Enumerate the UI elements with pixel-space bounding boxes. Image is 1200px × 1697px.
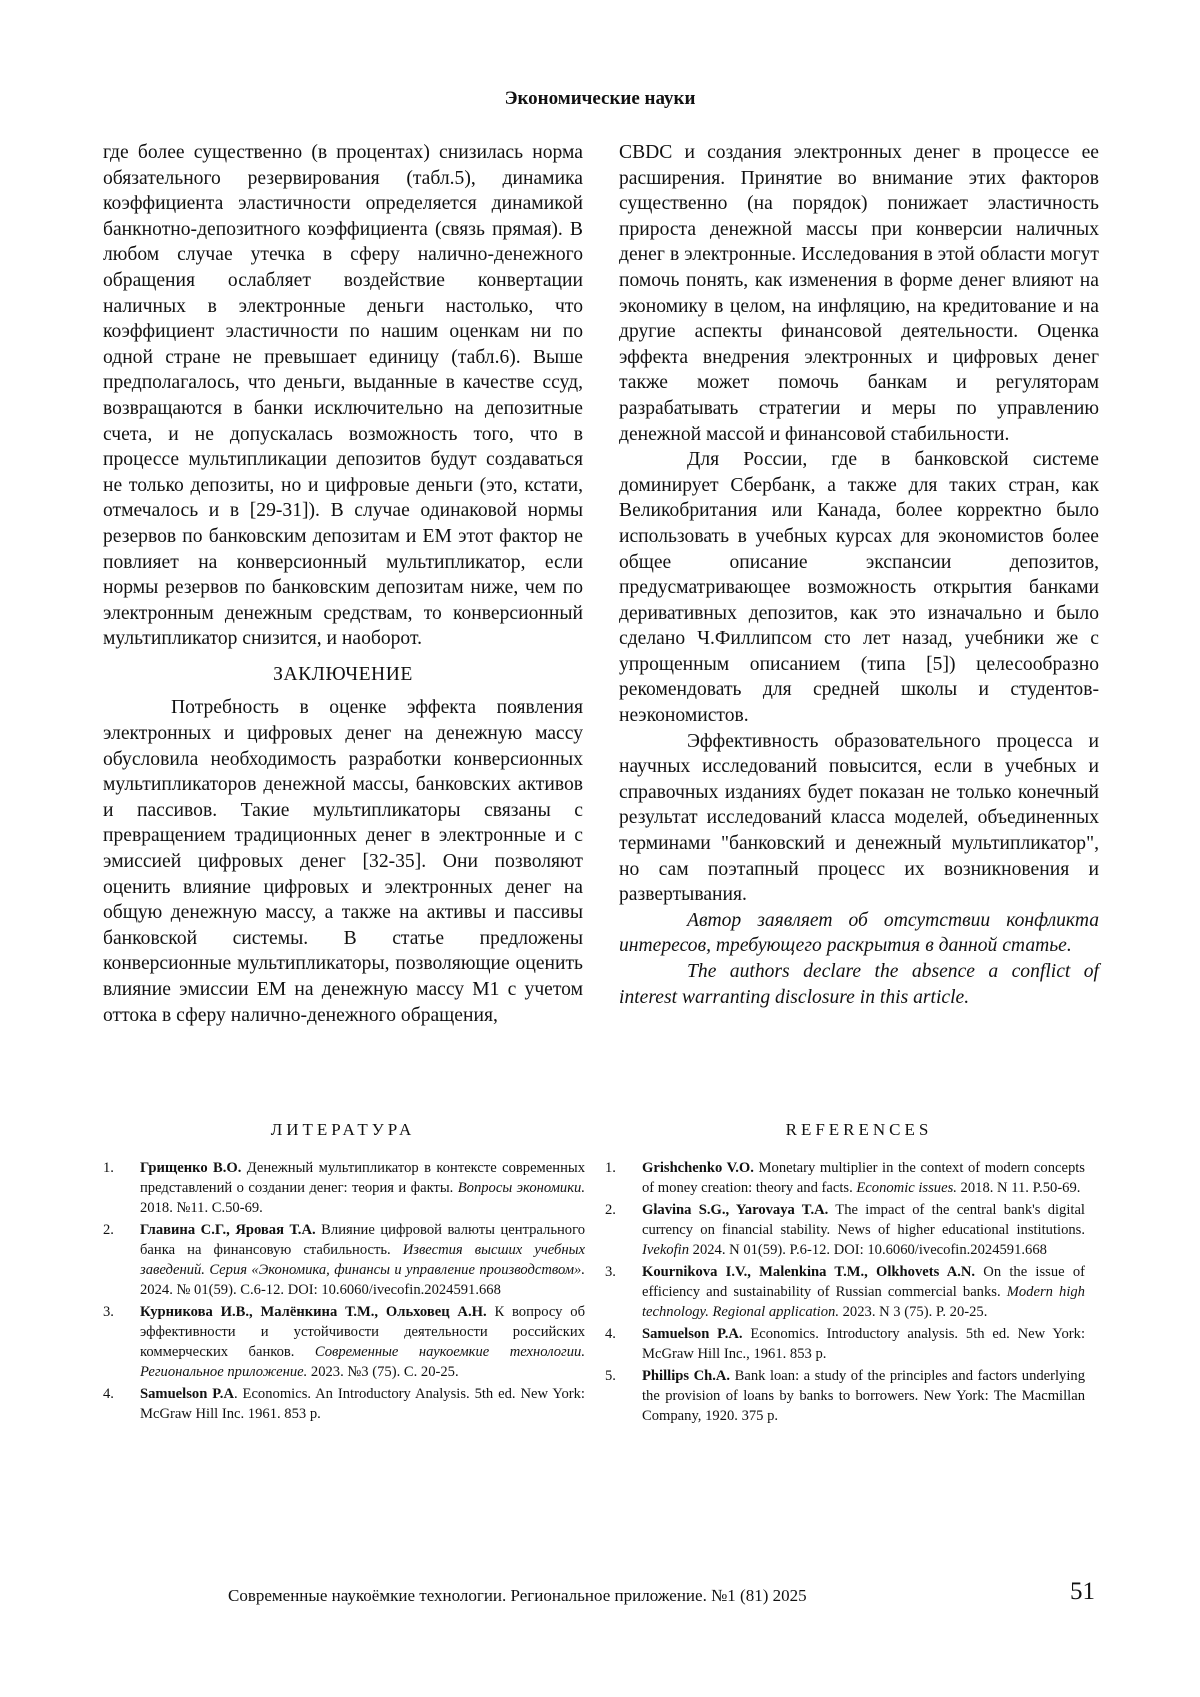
- references-heading: REFERENCES: [785, 1120, 933, 1139]
- body-paragraph: CBDC и создания электронных денег в процессе ее расширения. Принятие во внимание этих факторов существенно (на порядок) понижает эластичность прироста денежной массы при конверсии наличных денег в электронные. Исследования в этой области могут помочь понять, как изменения в форме денег влияют на экономику в целом, на инфляцию, на кредитование и на другие аспекты финансовой деятельности. Оценка эффекта внедрения электронных и цифровых денег также может помочь банкам и регуляторам разрабатывать стратегии и меры по управлению денежной массой и финансовой стабильности.: [619, 142, 1099, 445]
- page-number: 51: [1070, 1578, 1095, 1605]
- reference-item: 1. Grishchenko V.O. Monetary multiplier in the context of modern concepts of money creation: theory and facts. Economic issues. 2018. N 11. P.50-69.: [605, 1160, 1085, 1196]
- reference-item: 2. Glavina S.G., Yarovaya T.A. The impact of the central bank's digital currency on financial stability. News of higher educational institutions. Ivekofin 2024. N 01(59). P.6-12. DOI: 10.6060/ivecofin.2024591.668: [605, 1202, 1085, 1258]
- literature-heading: ЛИТЕРАТУРА: [270, 1120, 416, 1139]
- body-paragraph: Для России, где в банковской системе доминирует Сбербанк, а также для таких стран, как Великобритания или Канада, более корректно было использовать в учебных курсах для экономистов более общее описание экспансии депозитов, предусматривающее возможность открытия банками деривативных депозитов, как это изначально и было сделано Ч.Филлипсом сто лет назад, учебники же с упрощенным описанием (типа [5]) целесообразно рекомендовать для средней школы и студентов-неэкономистов.: [619, 449, 1099, 727]
- body-paragraph: где более существенно (в процентах) снизилась норма обязательного резервирования (табл.5), динамика коэффициента эластичности определяется динамикой банкнотно-депозитного коэффициента (связь прямая). В любом случае утечка в сферу налично-денежного обращения ослабляет воздействие конвертации наличных в электронные деньги настолько, что коэффициент эластичности по нашим оценкам ни по одной стране не превышает единицу (табл.6). Выше предполагалось, что деньги, выданные в качестве ссуд, возвращаются в банки исключительно на депозитные счета, и не допускалась возможность того, что в процессе мультипликации депозитов будут создаваться не только депозиты, но и цифровые деньги (это, кстати, отмечалось и в [29-31]). В случае одинаковой нормы резервов по банковским депозитам и ЕМ этот фактор не повлияет на конверсионный мультипликатор, если нормы резервов по банковским депозитам ниже, чем по электронным денежным средствам, то конверсионный мультипликатор снизится, и наоборот.: [103, 142, 583, 650]
- reference-item: 3. Kournikova I.V., Malenkina T.M., Olkhovets A.N. On the issue of efficiency and sustainability of Russian commercial banks. Modern high technology. Regional application. 2023. N 3 (75). P. 20-25.: [605, 1264, 1085, 1320]
- reference-item: 3. Курникова И.В., Малёнкина Т.М., Ольховец А.Н. К вопросу об эффективности и устойчивости деятельности российских коммерческих банков. Современные наукоемкие технологии. Региональное приложение. 2023. №3 (75). С. 20-25.: [103, 1304, 585, 1380]
- reference-item: 2. Главина С.Г., Яровая Т.А. Влияние цифровой валюты центрального банка на финансовую стабильность. Известия высших учебных заведений. Серия «Экономика, финансы и управление производством». 2024. № 01(59). С.6-12. DOI: 10.6060/ivecofin.2024591.668: [103, 1222, 586, 1298]
- section-title-conclusion: ЗАКЛЮЧЕНИЕ: [273, 663, 413, 685]
- conflict-statement-en: The authors declare the absence a conflict of interest warranting disclosure in this article.: [619, 961, 1099, 1008]
- reference-item: 4. Samuelson P.A. Economics. Introductory analysis. 5th ed. New York: McGraw Hill Inc., 1961. 853 p.: [605, 1326, 1085, 1362]
- reference-item: 1. Грищенко В.О. Денежный мультипликатор в контексте современных представлений о создании денег: теория и факты. Вопросы экономики. 2018. №11. С.50-69.: [103, 1160, 585, 1216]
- references-list: [605, 1158, 1085, 1428]
- left-column: [103, 140, 583, 1028]
- conflict-statement-ru: Автор заявляет об отсутствии конфликта интересов, требующего раскрытия в данной статье.: [619, 909, 1099, 957]
- body-paragraph: Потребность в оценке эффекта появления электронных и цифровых денег на денежную массу обусловила необходимость разработки конверсионных мультипликаторов денежной массы, банковских активов и пассивов. Такие мультипликаторы связаны с превращением традиционных денег в электронные и с эмиссией цифровых денег [32-35]. Они позволяют оценить влияние цифровых и электронных денег на общую денежную массу, а также на активы и пассивы банковской системы. В статье предложены конверсионные мультипликаторы, позволяющие оценить влияние эмиссии ЕМ на денежную массу М1 с учетом оттока в сферу налично-денежного обращения,: [103, 697, 583, 1026]
- running-header: Экономические науки: [504, 88, 696, 109]
- journal-footer: Современные наукоёмкие технологии. Региональное приложение. №1 (81) 2025: [228, 1586, 807, 1605]
- right-column: [619, 140, 1099, 1010]
- reference-item: 4. Samuelson P.A. Economics. An Introductory Analysis. 5th ed. New York: McGraw Hill Inc. 1961. 853 p.: [103, 1386, 585, 1422]
- body-paragraph: Эффективность образовательного процесса и научных исследований повысится, если в учебных и справочных изданиях будет показан не только конечный результат исследований класса моделей, объединенных терминами "банковский и денежный мультипликатор", но сам поэтапный процесс их возникновения и развертывания.: [619, 730, 1099, 906]
- reference-item: 5. Phillips Ch.A. Bank loan: a study of the principles and factors underlying the provision of loans by banks to borrowers. New York: The Macmillan Company, 1920. 375 p.: [605, 1368, 1085, 1424]
- literature-list: [103, 1158, 585, 1426]
